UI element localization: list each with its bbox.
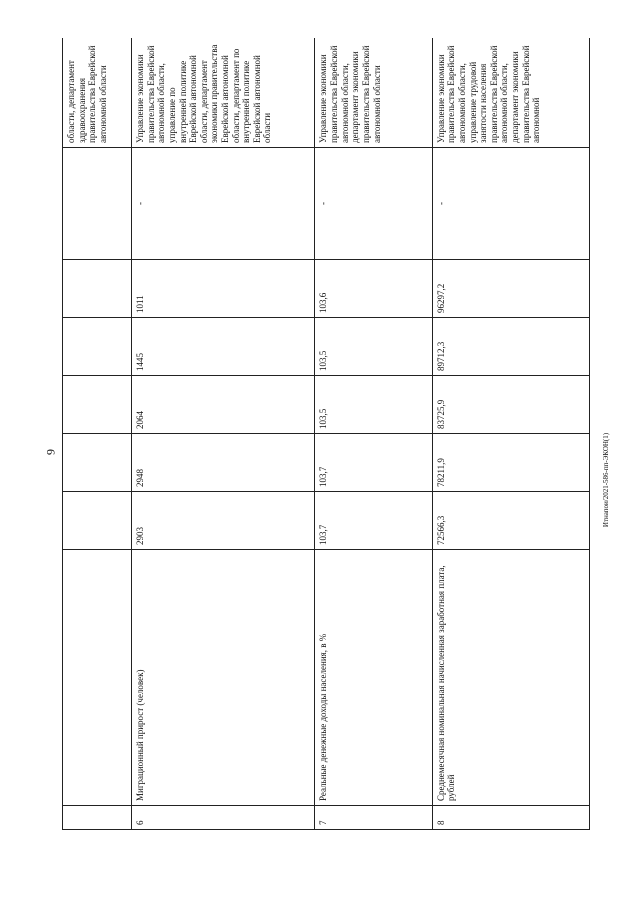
indicator-name: Среднемесячная номинальная начисленная заработная плата, рублей <box>432 550 589 806</box>
value-cell: 89712,3 <box>432 318 589 376</box>
value-cell: 103,6 <box>315 260 432 318</box>
indicators-table <box>62 38 590 830</box>
responsible-cell: области, департамент здравоохранения правительства Еврейской автономной области <box>63 38 132 148</box>
value-cell: 96297,2 <box>432 260 589 318</box>
value-cell: 103,5 <box>315 318 432 376</box>
footer-document-id: Итнапои/2021-586-пп-ЭКОН(1) <box>602 432 610 528</box>
table-row <box>432 38 589 830</box>
row-number: 8 <box>432 806 589 830</box>
table-row <box>132 38 315 830</box>
value-cell: 2064 <box>132 376 315 434</box>
indicator-name: Реальные денежные доходы населения, в % <box>315 550 432 806</box>
table-row <box>315 38 432 830</box>
responsible-cell: Управление экономики правительства Еврейской автономной области, управление по внутренней политике Еврейской автономной области, департамент экономики правительства Еврейской автономной области, департамент по внутренней политике Еврейской автономной области <box>132 38 315 148</box>
value-cell: 83725,9 <box>432 376 589 434</box>
value-cell: 2948 <box>132 434 315 492</box>
table-container <box>62 38 590 830</box>
responsible-cell: Управление экономики правительства Еврейской автономной области, управление трудовой занятости населения правительства Еврейской автономной области, департамент экономики правительства Еврейской автономной <box>432 38 589 148</box>
dash-cell: - <box>315 148 432 260</box>
responsible-cell: Управление экономики правительства Еврейской автономной области, департамент экономики правительства Еврейской автономной области <box>315 38 432 148</box>
value-cell: 1445 <box>132 318 315 376</box>
value-cell: 103,7 <box>315 434 432 492</box>
value-cell: 2903 <box>132 492 315 550</box>
table-row <box>63 38 132 830</box>
dash-cell: - <box>432 148 589 260</box>
value-cell: 103,5 <box>315 376 432 434</box>
value-cell: 1011 <box>132 260 315 318</box>
row-number: 6 <box>132 806 315 830</box>
value-cell: 78211,9 <box>432 434 589 492</box>
row-number: 7 <box>315 806 432 830</box>
indicator-name: Миграционный прирост (человек) <box>132 550 315 806</box>
value-cell: 103,7 <box>315 492 432 550</box>
value-cell: 72566,3 <box>432 492 589 550</box>
dash-cell: - <box>132 148 315 260</box>
page-number: 9 <box>43 449 58 455</box>
